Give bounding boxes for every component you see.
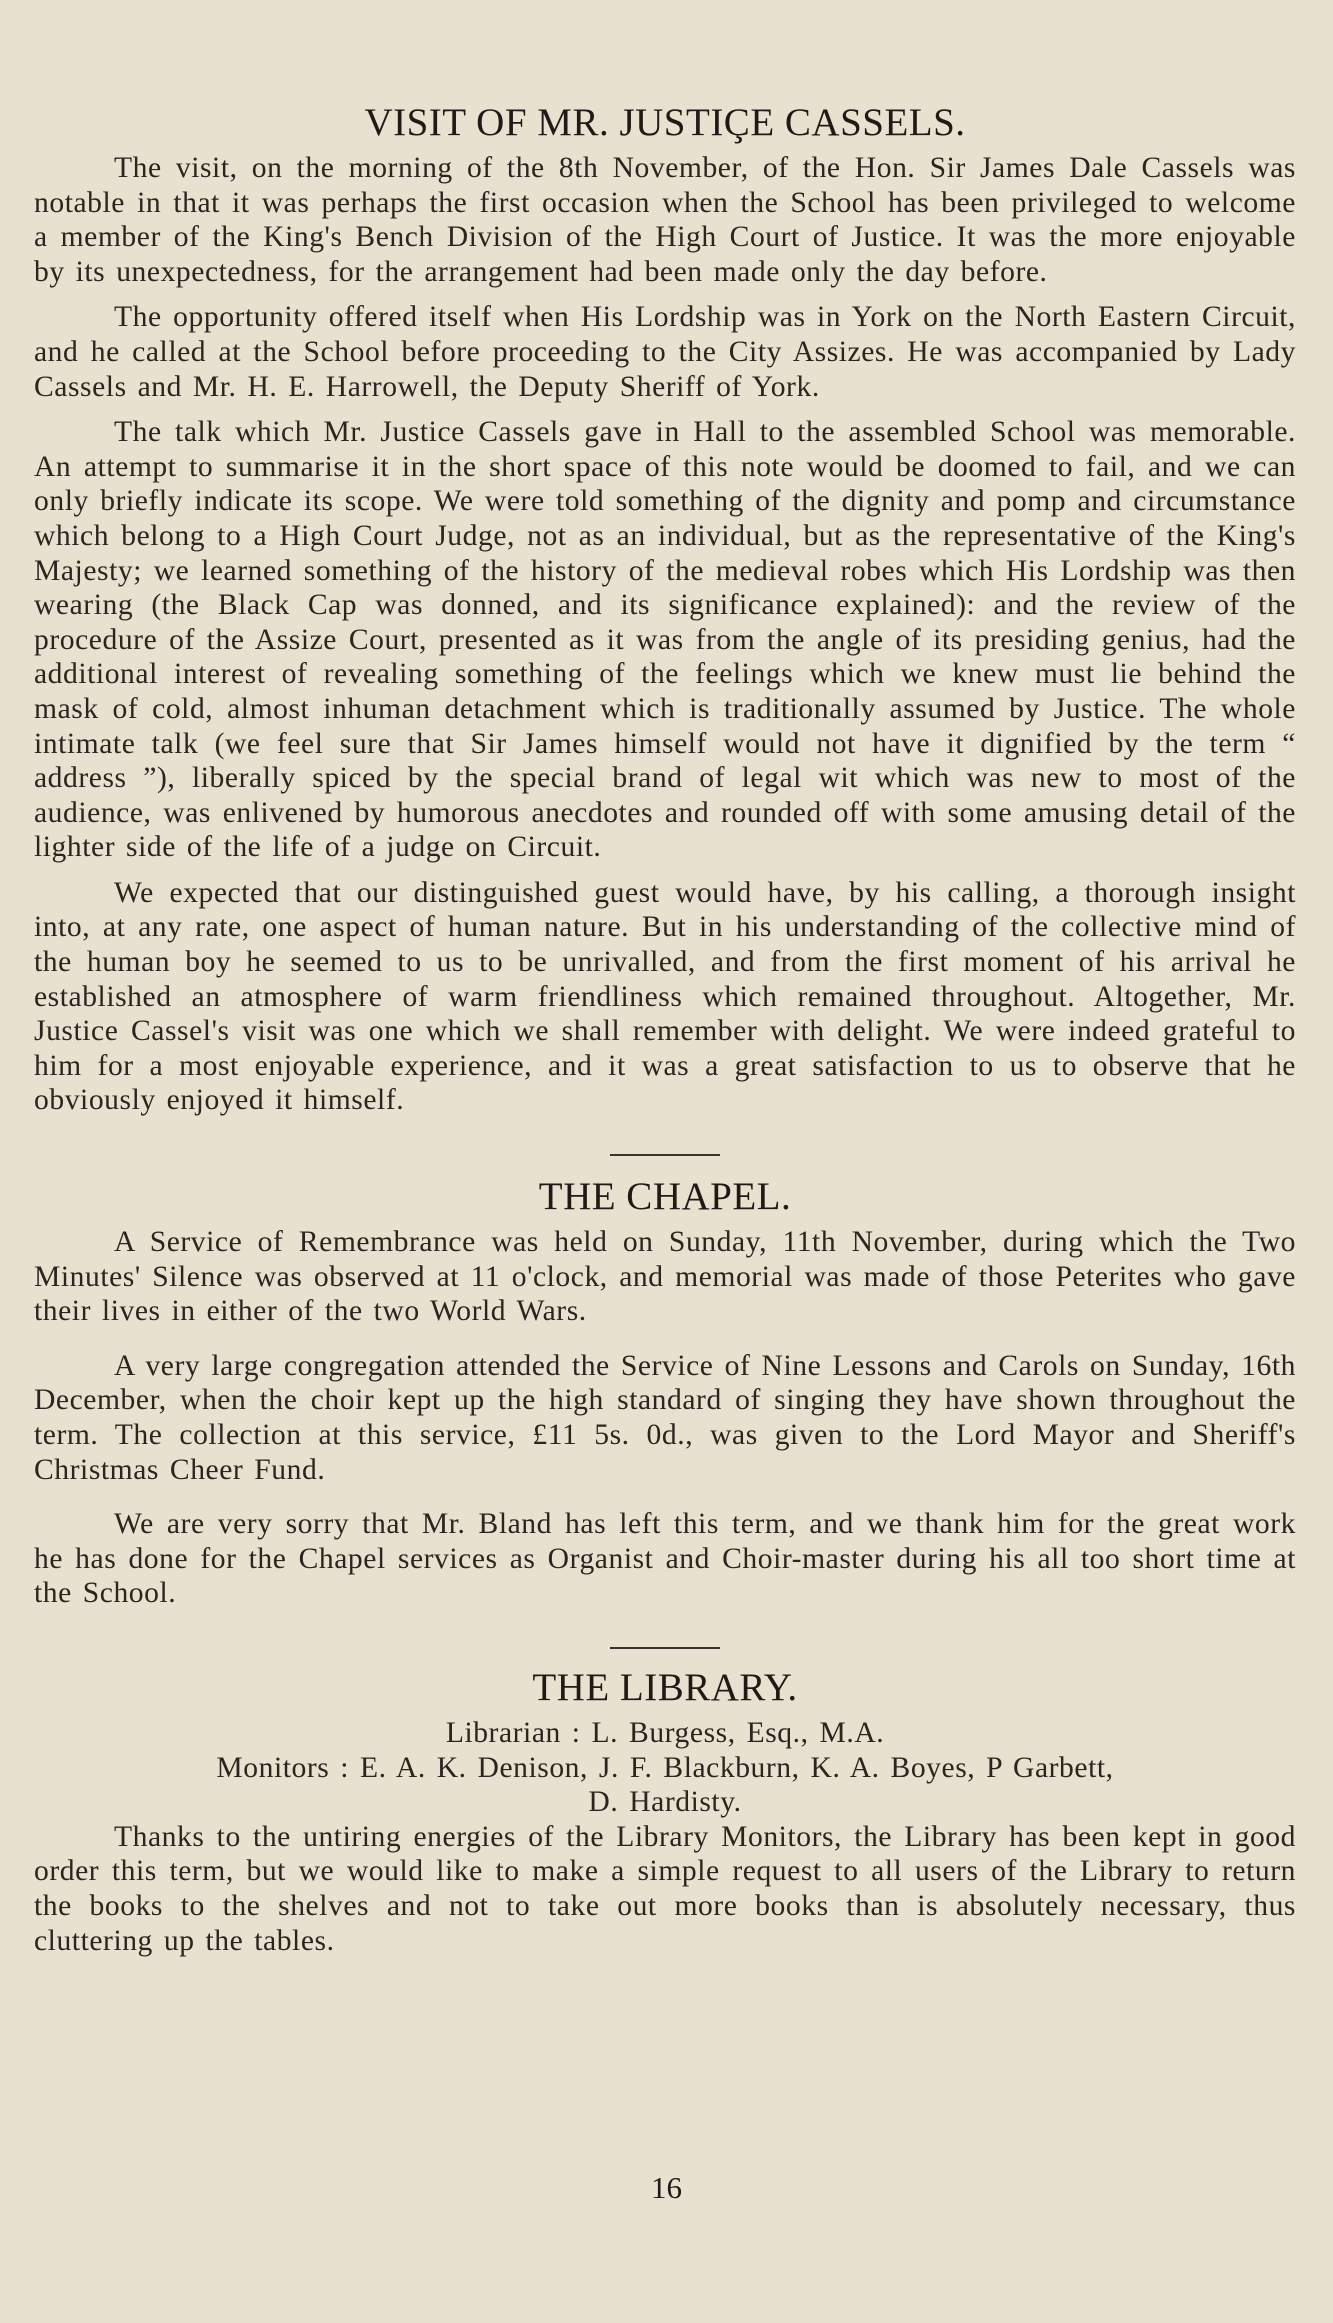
visit-paragraph-1: The visit, on the morning of the 8th November, of the Hon. Sir James Dale Cassels was notable in that it was perhaps the first occasion when the School has been privileged to welcome a member of the King's Bench Division of the High Court of Justice. It was the more enjoyable by its unexpectedness, for the arrangement had been made only the day before. bbox=[34, 152, 1296, 288]
chapel-paragraph-3: We are very sorry that Mr. Bland has left this term, and we thank him for the great work he has done for the Chapel services as Organist and Choir-master during his all too short time at the School. bbox=[34, 1508, 1296, 1610]
monitors-line-continued: D. Hardisty. bbox=[588, 1786, 742, 1819]
chapel-paragraph-2: A very large congregation attended the Service of Nine Lessons and Carols on Sunday, 16th December, when the choir kept up the high standard of singing they have shown throughout the term. The collection at this service, £11 5s. 0d., was given to the Lord Mayor and Sheriff's Christmas Cheer Fund. bbox=[34, 1349, 1296, 1486]
document-page bbox=[34, 100, 1296, 1958]
visit-paragraph-3: The talk which Mr. Justice Cassels gave in Hall to the assembled School was memorable. An attempt to summarise it in the short space of this note would be doomed to fail, and we can only briefly indicate its scope. We were told something of the dignity and pomp and circumstance which belong to a High Court Judge, not as an individual, but as the representative of the King's Majesty; we learned something of the history of the medieval robes which His Lordship was then wearing (the Black Cap was donned, and its significance explained): and the review of the procedure of the Assize Court, presented as it was from the angle of its presiding genius, had the additional interest of revealing something of the feelings which we knew must lie behind the mask of cold, almost inhuman detachment which is traditionally assumed by Justice. The whole intimate talk (we feel sure that Sir James himself would not have it dignified by the term “ address ”), liberally spiced by the special brand of legal wit which was new to most of the audience, was enlivened by humorous anecdotes and rounded off with some amusing detail of the lighter side of the life of a judge on Circuit. bbox=[34, 416, 1296, 864]
chapel-section bbox=[34, 1174, 1296, 1611]
visit-heading: VISIT OF MR. JUSTIÇE CASSELS. bbox=[364, 101, 966, 144]
chapel-paragraph-1: A Service of Remembrance was held on Sunday, 11th November, during which the Two Minutes' Silence was observed at 11 o'clock, and memorial was made of those Peterites who gave their lives in either of the two World Wars. bbox=[34, 1226, 1296, 1328]
librarian-line: Librarian : L. Burgess, Esq., M.A. bbox=[445, 1716, 885, 1749]
page-number: 16 bbox=[651, 2170, 682, 2205]
library-section bbox=[34, 1665, 1296, 1958]
library-paragraph-1: Thanks to the untiring energies of the Library Monitors, the Library has been kept in good order this term, but we would like to make a simple request to all users of the Library to return the books to the shelves and not to take out more books than is absolutely necessary, thus cluttering up the tables. bbox=[34, 1820, 1296, 1957]
visit-paragraph-2: The opportunity offered itself when His Lordship was in York on the North Eastern Circuit, and he called at the School before proceeding to the City Assizes. He was accompanied by Lady Cassels and Mr. H. E. Harrowell, the Deputy Sheriff of York. bbox=[34, 301, 1296, 403]
visit-section bbox=[34, 100, 1296, 1118]
monitors-line: Monitors : E. A. K. Denison, J. F. Blackburn, K. A. Boyes, P Garbett, bbox=[216, 1751, 1114, 1784]
chapel-heading: THE CHAPEL. bbox=[538, 1175, 792, 1219]
visit-paragraph-4: We expected that our distinguished guest would have, by his calling, a thorough insight into, at any rate, one aspect of human nature. But in his understanding of the collective mind of the human boy he seemed to us to be unrivalled, and from the first moment of his arrival he established an atmosphere of warm friendliness which remained throughout. Altogether, Mr. Justice Cassel's visit was one which we shall remember with delight. We were indeed grateful to him for a most enjoyable experience, and it was a great satisfaction to us to observe that he obviously enjoyed it himself. bbox=[34, 876, 1296, 1117]
library-heading: THE LIBRARY. bbox=[532, 1665, 798, 1709]
